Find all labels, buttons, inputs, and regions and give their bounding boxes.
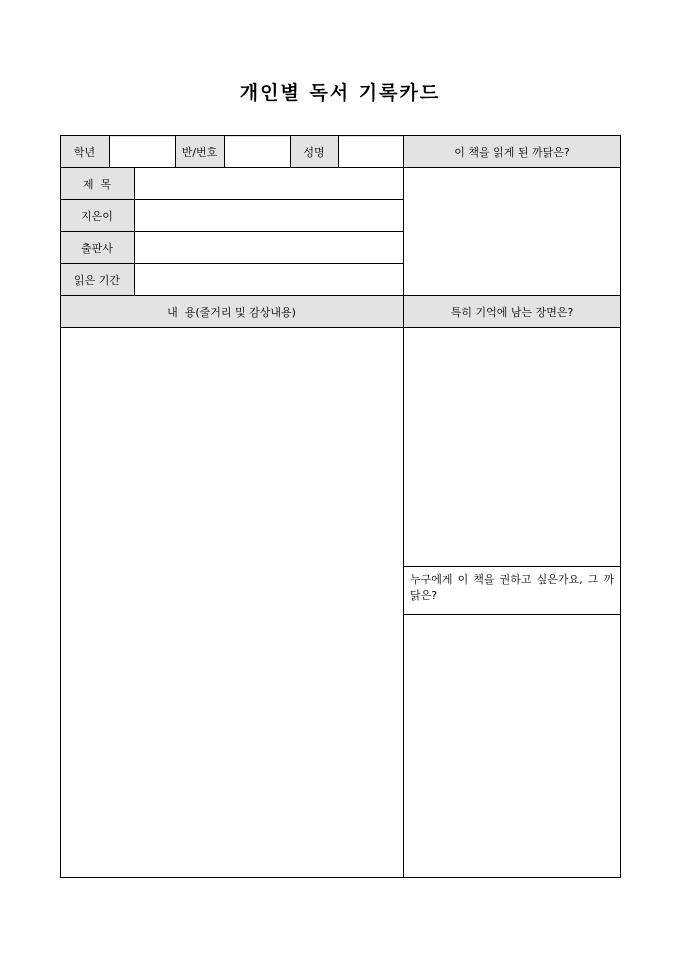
class-number-field[interactable] (224, 136, 290, 168)
book-title-label: 제 목 (82, 178, 112, 191)
grid-line (290, 135, 291, 168)
grid-line (224, 135, 225, 168)
name-label: 성명 (303, 146, 325, 159)
memorable-scene-question: 특히 기억에 남는 장면은? (450, 306, 574, 319)
reading-period-field[interactable] (134, 264, 403, 296)
memorable-scene-field[interactable] (403, 328, 621, 566)
class-number-label: 반/번호 (181, 146, 218, 159)
grid-line (403, 566, 621, 567)
reading-period-label: 읽은 기간 (73, 274, 120, 287)
grid-line (620, 135, 621, 878)
book-title-field[interactable] (134, 168, 403, 200)
grade-field[interactable] (109, 136, 175, 168)
grid-line (403, 135, 404, 878)
grid-line (60, 295, 621, 296)
reason-field[interactable] (403, 168, 621, 296)
recommend-question: 누구에게 이 책을 권하고 싶은가요, 그 까닭은? (410, 573, 614, 602)
grid-line (403, 614, 621, 615)
reason-question: 이 책을 읽게 된 까닭은? (454, 146, 570, 159)
grid-line (60, 135, 61, 878)
grade-label: 학년 (73, 146, 96, 159)
grid-line (338, 135, 339, 168)
grid-line (60, 167, 621, 168)
name-field[interactable] (338, 136, 403, 168)
publisher-field[interactable] (134, 232, 403, 264)
content-field[interactable] (60, 328, 403, 878)
author-field[interactable] (134, 200, 403, 232)
grid-line (134, 167, 135, 296)
grid-line (60, 327, 621, 328)
content-label: 내 용(줄거리 및 감상내용) (167, 306, 296, 319)
publisher-label: 출판사 (81, 242, 113, 255)
page-title: 개인별 독서 기록카드 (239, 82, 441, 104)
grid-line (175, 135, 176, 168)
grid-line (109, 135, 110, 168)
grid-line (60, 199, 403, 200)
grid-line (60, 877, 621, 878)
recommend-field[interactable] (403, 614, 621, 878)
grid-line (60, 231, 403, 232)
author-label: 지은이 (81, 210, 113, 223)
grid-line (60, 135, 621, 136)
grid-line (60, 263, 403, 264)
